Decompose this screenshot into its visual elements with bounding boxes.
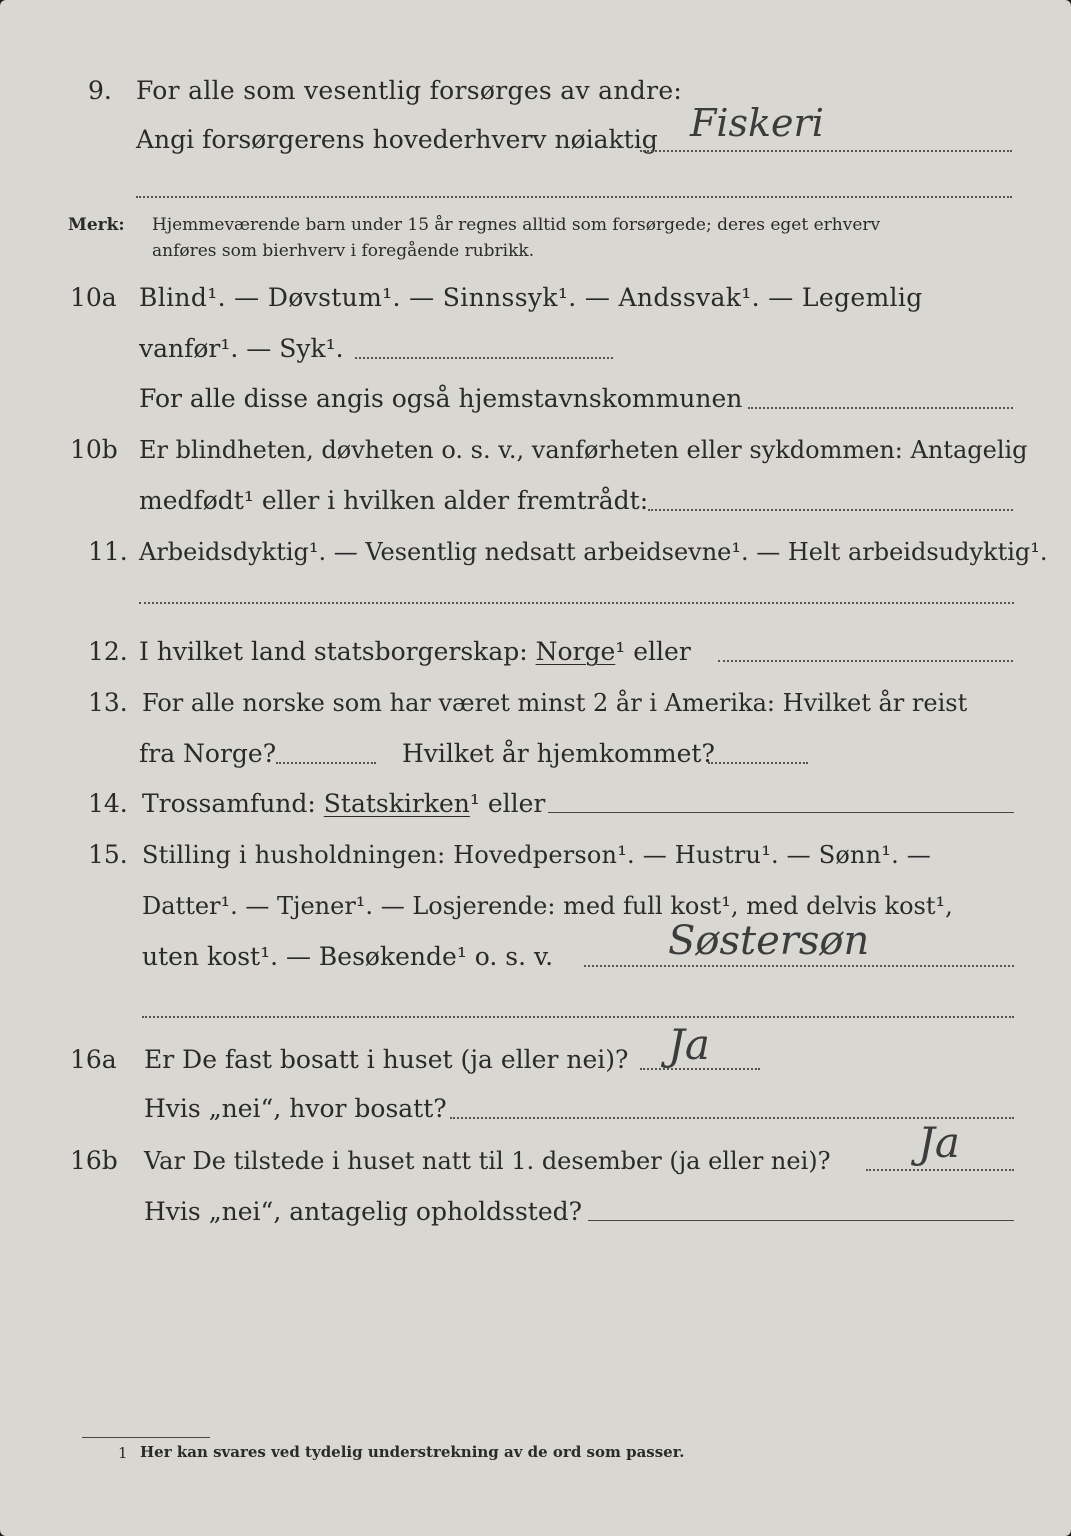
q9-extra-line <box>136 196 1012 198</box>
q16b-handwritten-answer: Ja <box>918 1118 960 1167</box>
q16a-line2: Hvis „nei“, hvor bosatt? <box>144 1094 447 1123</box>
footnote-rule <box>82 1437 210 1438</box>
q12-prefix: I hvilket land statsborgerskap: <box>139 637 528 666</box>
q12-answer-line <box>718 660 1013 662</box>
q13-number: 13. <box>88 688 128 717</box>
q15-line1: Stilling i husholdningen: Hovedperson¹. — Hustru¹. — Sønn¹. — <box>142 841 931 869</box>
q10a-number: 10a <box>70 283 117 312</box>
footnote-mark: 1 <box>118 1444 128 1462</box>
q16b-number: 16b <box>70 1146 118 1175</box>
q11-line1: Arbeidsdyktig¹. — Vesentlig nedsatt arbeidsevne¹. — Helt arbeidsudyktig¹. <box>139 538 1048 566</box>
q12-underlined-norge: Norge <box>535 637 616 666</box>
q9-answer-line <box>640 150 1012 152</box>
q15-answer-line <box>584 965 1014 967</box>
q14-suffix: ¹ eller <box>469 789 546 818</box>
q15-extra-line <box>142 1016 1014 1018</box>
q14-number: 14. <box>88 789 128 818</box>
q15-line3: uten kost¹. — Besøkende¹ o. s. v. <box>142 942 554 971</box>
q15-handwritten-answer: Søstersøn <box>668 918 870 964</box>
q16a-line1: Er De fast bosatt i huset (ja eller nei)? <box>144 1045 629 1074</box>
q13-line2b: Hvilket år hjemkommet? <box>402 739 715 768</box>
q10b-line1: Er blindheten, døvheten o. s. v., vanførheten eller sykdommen: Antagelig <box>139 436 1028 464</box>
q16b-answer-line <box>866 1169 1014 1171</box>
q12-suffix: ¹ eller <box>615 637 691 666</box>
q10a-line1: Blind¹. — Døvstum¹. — Sinnssyk¹. — Andssvak¹. — Legemlig <box>139 283 923 312</box>
q10a-answer-line <box>355 357 613 359</box>
q16b-line1: Var De tilstede i huset natt til 1. desember (ja eller nei)? <box>144 1147 831 1175</box>
q15-line2: Datter¹. — Tjener¹. — Losjerende: med full kost¹, med delvis kost¹, <box>142 892 953 920</box>
q9-number: 9. <box>88 76 112 105</box>
q10b-answer-line <box>648 509 1013 511</box>
q16a-number: 16a <box>70 1045 117 1074</box>
q14-prefix: Trossamfund: <box>142 789 316 818</box>
q13-line2a: fra Norge? <box>139 739 277 768</box>
q14-underlined-statskirken: Statskirken <box>323 789 470 818</box>
q13-hjemkommet-line <box>708 762 808 764</box>
q13-reist-line <box>276 762 376 764</box>
q12-text <box>139 637 691 667</box>
footnote-text: Her kan svares ved tydelig understrekning av de ord som passer. <box>140 1443 685 1461</box>
q10a-line2: vanfør¹. — Syk¹. <box>139 334 344 363</box>
merk-line1: Hjemmeværende barn under 15 år regnes alltid som forsørgede; deres eget erhverv <box>152 215 881 235</box>
q14-answer-line <box>548 812 1014 813</box>
q16b-line2: Hvis „nei“, antagelig opholdssted? <box>144 1197 583 1226</box>
q11-number: 11. <box>88 537 128 566</box>
q13-line1: For alle norske som har været minst 2 år i Amerika: Hvilket år reist <box>142 689 968 717</box>
q10b-line2: medfødt¹ eller i hvilken alder fremtrådt: <box>139 486 649 515</box>
q10b-number: 10b <box>70 435 118 464</box>
q10a-hjemstavn-line <box>748 407 1013 409</box>
q9-handwritten-answer: Fiskeri <box>690 101 824 145</box>
q10a-line3: For alle disse angis også hjemstavnskommunen <box>139 384 743 413</box>
q16b-opholdssted-line <box>588 1220 1014 1221</box>
q9-line1: For alle som vesentlig forsørges av andre: <box>136 76 683 105</box>
merk-line2: anføres som bierhverv i foregående rubrikk. <box>152 241 535 261</box>
q16a-handwritten-answer: Ja <box>668 1020 710 1069</box>
q11-answer-line <box>139 602 1014 604</box>
q14-text <box>142 789 545 819</box>
merk-label: Merk: <box>68 215 125 235</box>
q9-line2: Angi forsørgerens hovederhverv nøiaktig <box>136 125 658 154</box>
q15-number: 15. <box>88 840 128 869</box>
q12-number: 12. <box>88 637 128 666</box>
